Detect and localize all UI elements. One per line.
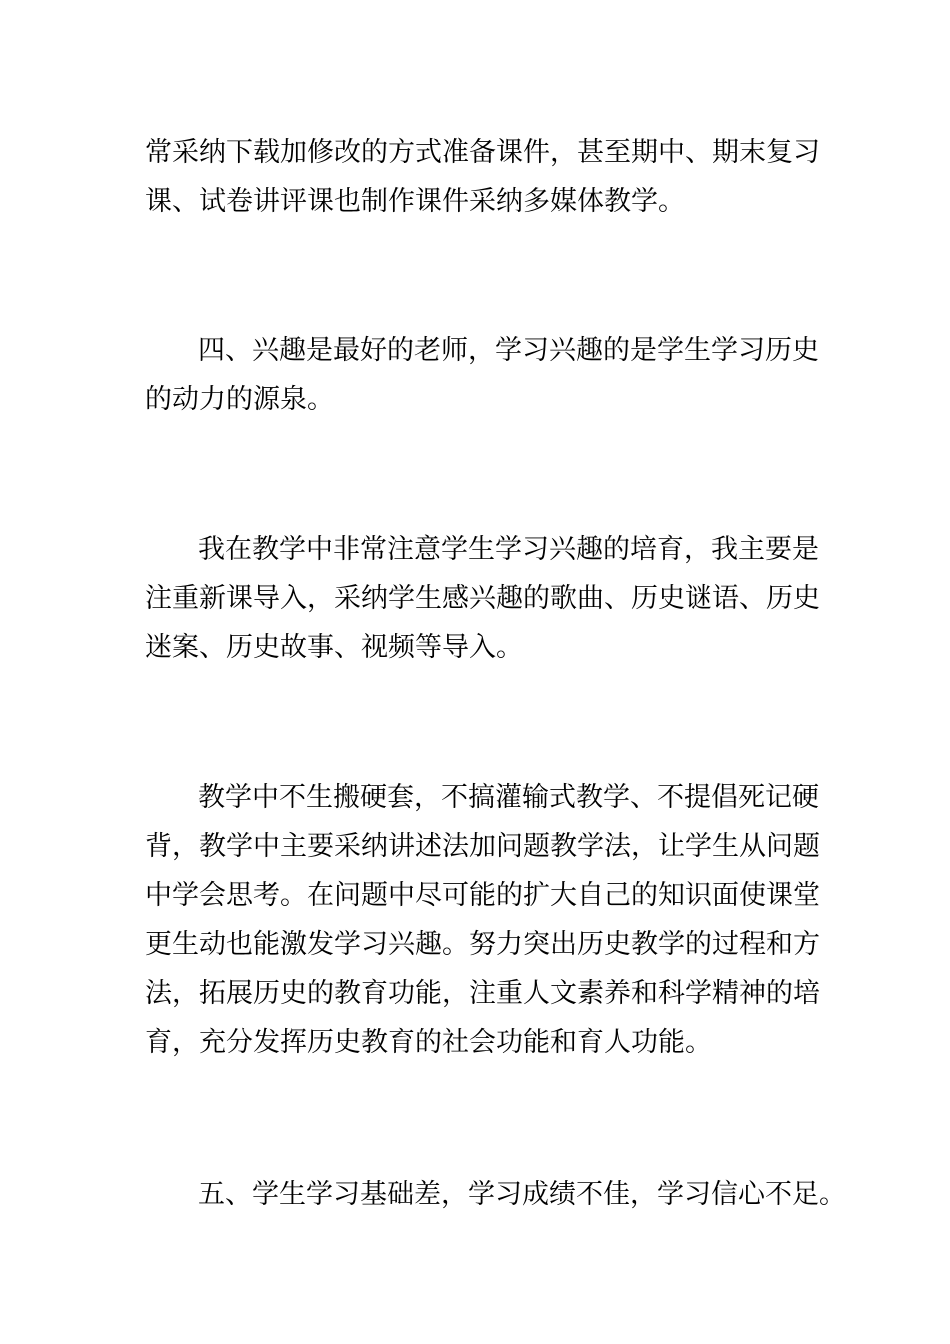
text-line: 迷案、历史故事、视频等导入。 [145, 632, 523, 663]
paragraph-interest [145, 525, 820, 672]
text-line: 五、学生学习基础差，学习成绩不佳，学习信心不足。 [198, 1179, 846, 1210]
text-line: 四、兴趣是最好的老师，学习兴趣的是学生学习历史 [198, 335, 819, 366]
text-line: 法，拓展历史的教育功能，注重人文素养和科学精神的培 [145, 978, 820, 1009]
paragraph-teaching-method [145, 773, 820, 1067]
text-line: 育，充分发挥历史教育的社会功能和育人功能。 [145, 1027, 712, 1058]
text-line: 的动力的源泉。 [145, 384, 334, 415]
text-line: 背，教学中主要采纳讲述法加问题教学法，让学生从问题 [145, 831, 820, 862]
text-line: 更生动也能激发学习兴趣。努力突出历史教学的过程和方 [145, 929, 820, 960]
text-line: 常采纳下载加修改的方式准备课件，甚至期中、期末复习 [145, 137, 820, 168]
text-line: 注重新课导入，采纳学生感兴趣的歌曲、历史谜语、历史 [145, 583, 820, 614]
paragraph-heading-five [145, 1170, 846, 1219]
text-line: 教学中不生搬硬套，不搞灌输式教学、不提倡死记硬 [198, 782, 819, 813]
text-line: 我在教学中非常注意学生学习兴趣的培育，我主要是 [198, 534, 819, 565]
text-line: 中学会思考。在问题中尽可能的扩大自己的知识面使课堂 [145, 880, 820, 911]
paragraph-courseware [145, 128, 820, 226]
paragraph-heading-four [145, 326, 819, 424]
text-line: 课、试卷讲评课也制作课件采纳多媒体教学。 [145, 186, 685, 217]
